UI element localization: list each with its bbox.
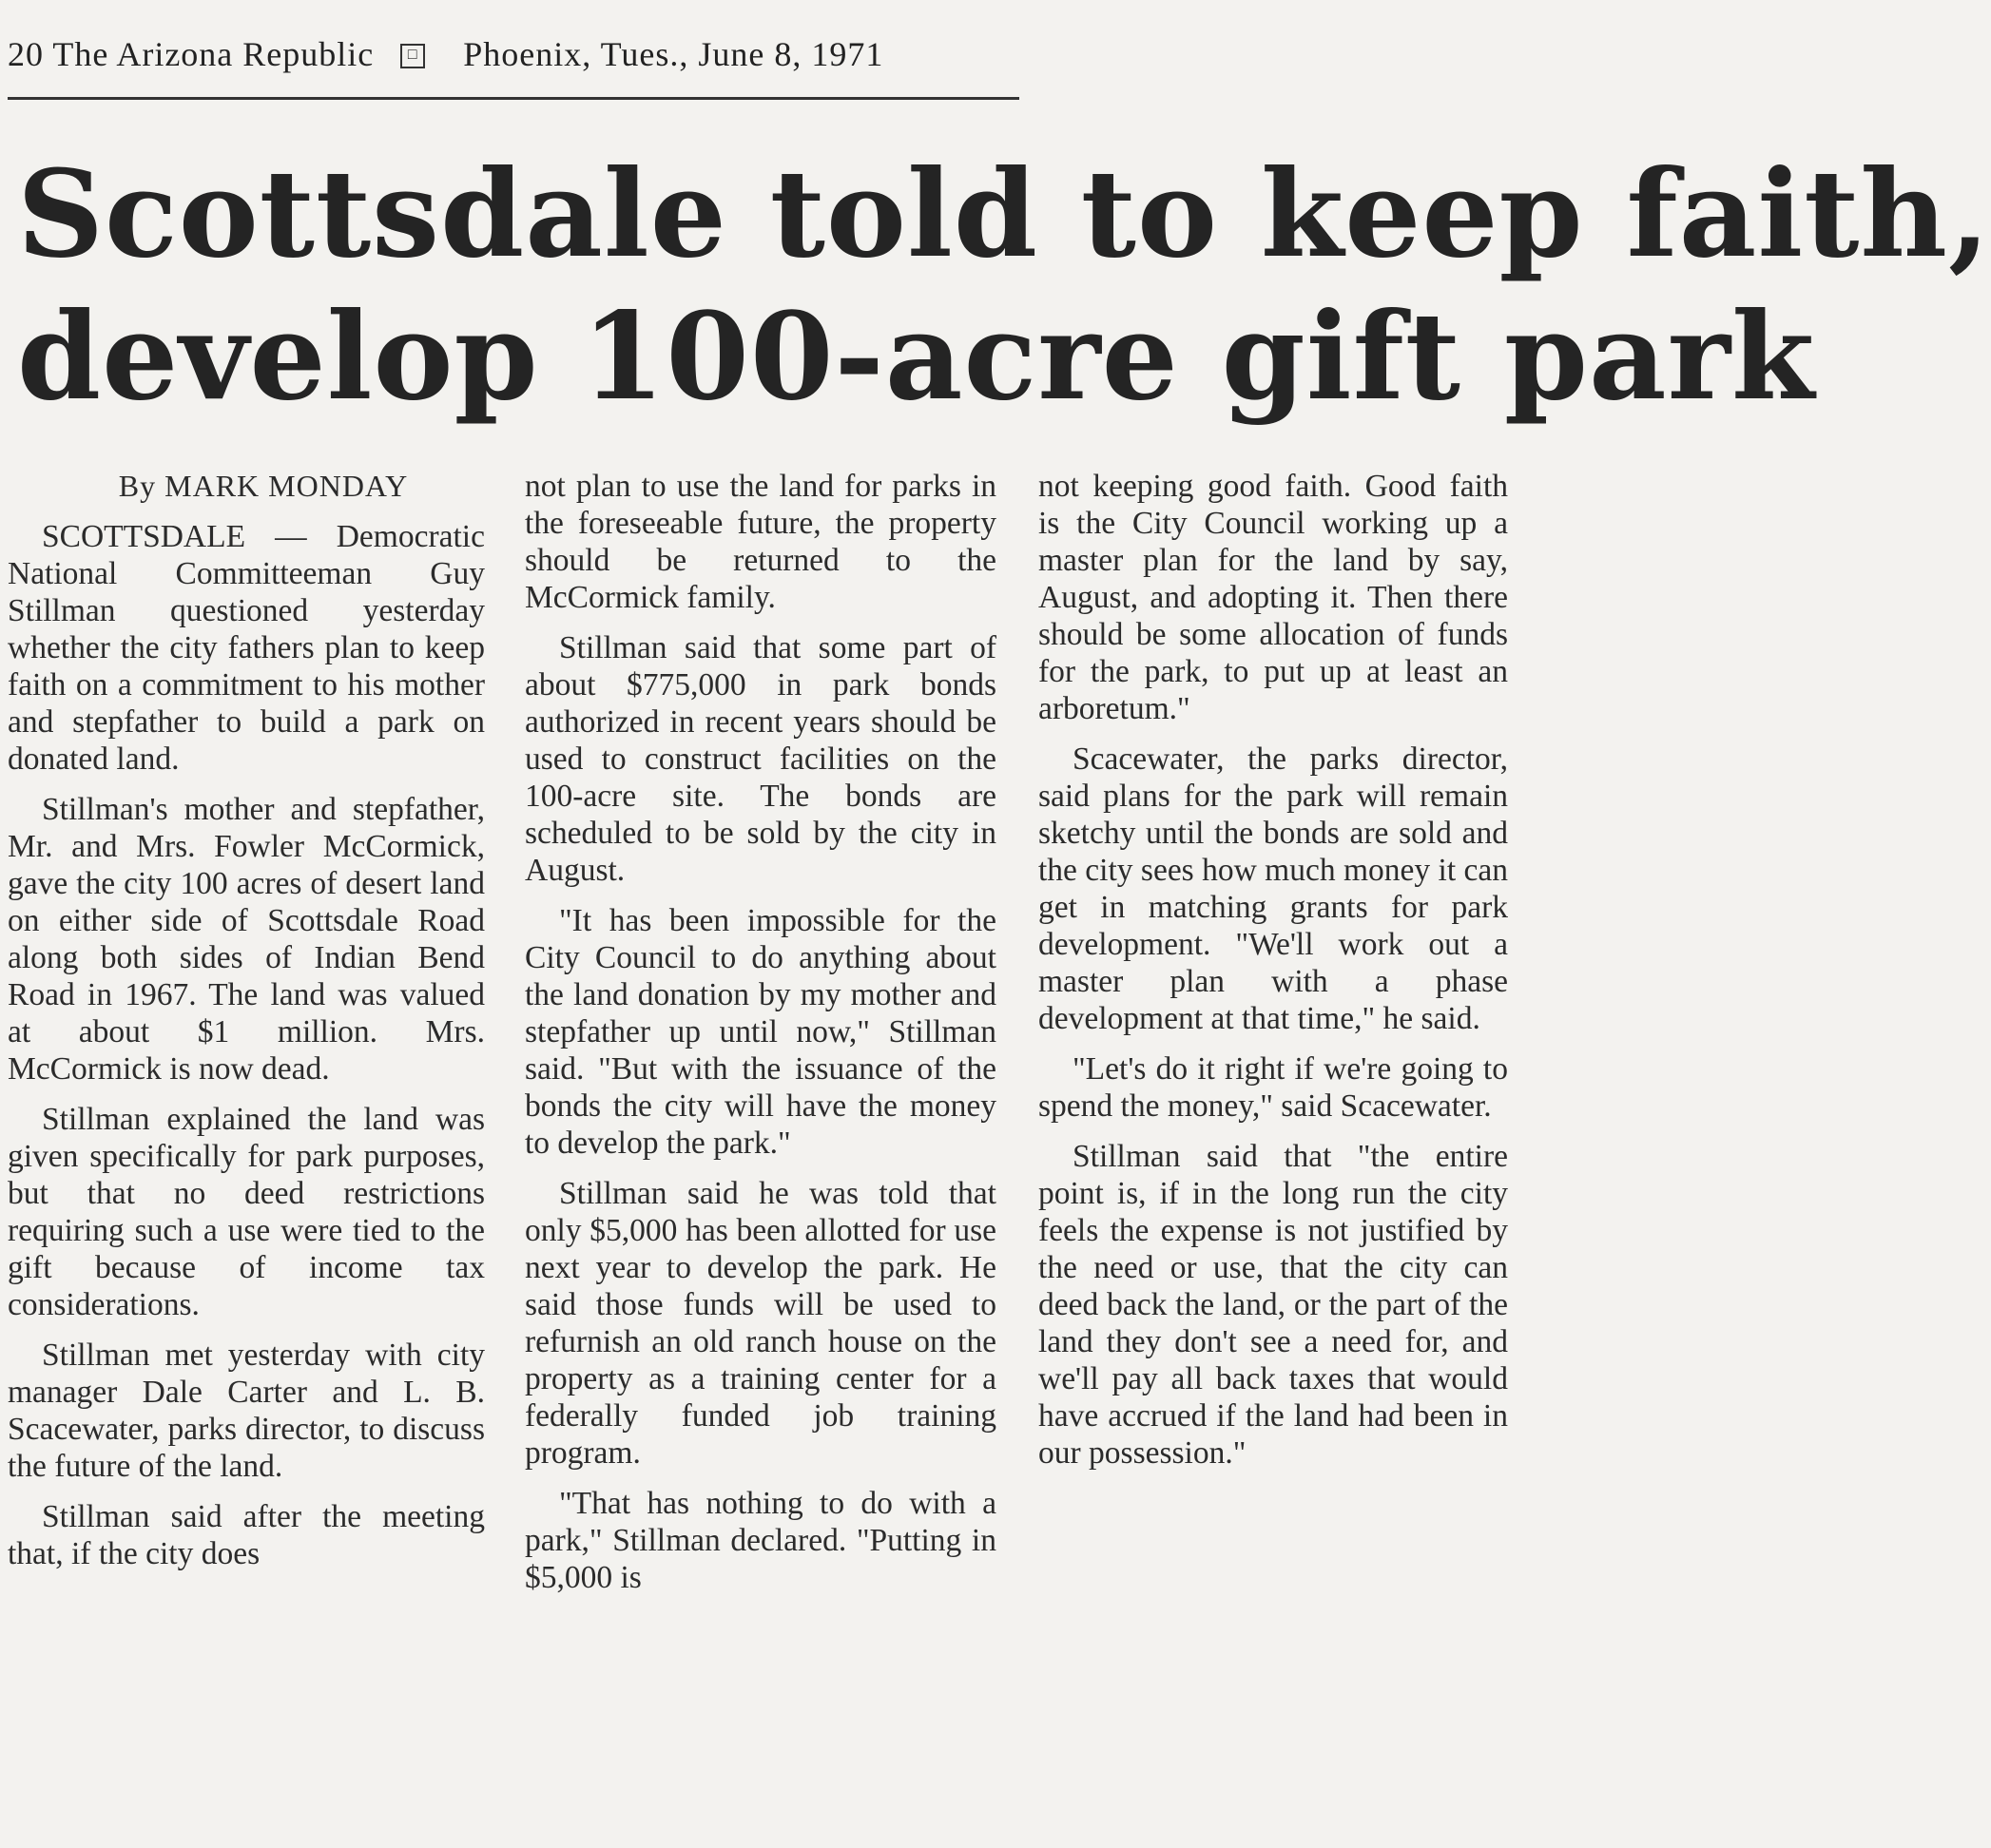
paragraph: not plan to use the land for parks in the foreseeable future, the property should be returned to the McCormick family. <box>525 469 996 615</box>
headline <box>17 143 1991 428</box>
headline-line-2: develop 100-acre gift park <box>17 286 1816 427</box>
article-column-1 <box>8 468 485 1586</box>
article-column-2 <box>525 468 996 1609</box>
article-column-3 <box>1038 468 1508 1485</box>
paper-name: The Arizona Republic <box>52 35 375 73</box>
paragraph: Stillman said he was told that only $5,000 has been allotted for use next year to develop the park. He said those funds will be used to refurnish an old ranch house on the property as a training center for a federally funded job training program. <box>525 1176 996 1471</box>
paragraph: Scacewater, the parks director, said plans for the park will remain sketchy until the bonds are sold and the city sees how much money it can get in matching grants for park development. "We'll work out a master plan with a phase development at that time," he said. <box>1038 741 1508 1036</box>
masthead-rule <box>8 97 1019 100</box>
paragraph: not keeping good faith. Good faith is the City Council working up a master plan for the land by say, August, and adopting it. Then there should be some allocation of funds for the park, to put up at least an arboretum." <box>1038 469 1508 726</box>
paragraph: Stillman's mother and stepfather, Mr. and Mrs. Fowler McCormick, gave the city 100 acres of desert land on either side of Scottsdale Road along both sides of Indian Bend Road in 1967. The land was valued at about $1 million. Mrs. McCormick is now dead. <box>8 792 485 1087</box>
paragraph: "It has been impossible for the City Council to do anything about the land donation by my mother and stepfather up until now," Stillman said. "But with the issuance of the bonds the city will have the money to develop the park." <box>525 903 996 1161</box>
masthead <box>8 34 1017 74</box>
dateline: Phoenix, Tues., June 8, 1971 <box>463 35 884 73</box>
paragraph: SCOTTSDALE — Democratic National Committeeman Guy Stillman questioned yesterday whether the city fathers plan to keep faith on a commitment to his mother and stepfather to build a park on donated land. <box>8 519 485 777</box>
byline: By MARK MONDAY <box>118 469 409 503</box>
headline-line-1: Scottsdale told to keep faith, <box>17 144 1991 284</box>
paragraph: Stillman explained the land was given specifically for park purposes, but that no deed restrictions requiring such a use were tied to the gift because of income tax considerations. <box>8 1102 485 1322</box>
paragraph: Stillman said that "the entire point is, if in the long run the city feels the expense is not justified by the need or use, that the city can deed back the land, or the part of the land they don't see a need for, and we'll pay all back taxes that would have accrued if the land had been in our possession." <box>1038 1139 1508 1471</box>
page-number: 20 <box>8 35 44 73</box>
paragraph: Stillman said after the meeting that, if the city does <box>8 1499 485 1571</box>
paragraph: "That has nothing to do with a park," Stillman declared. "Putting in $5,000 is <box>525 1486 996 1595</box>
box-icon: □ <box>400 44 425 68</box>
paragraph: Stillman said that some part of about $775,000 in park bonds authorized in recent years should be used to construct facilities on the 100-acre site. The bonds are scheduled to be sold by the city in August. <box>525 630 996 888</box>
paragraph: "Let's do it right if we're going to spend the money," said Scacewater. <box>1038 1051 1508 1124</box>
paragraph: Stillman met yesterday with city manager Dale Carter and L. B. Scacewater, parks director, to discuss the future of the land. <box>8 1338 485 1484</box>
